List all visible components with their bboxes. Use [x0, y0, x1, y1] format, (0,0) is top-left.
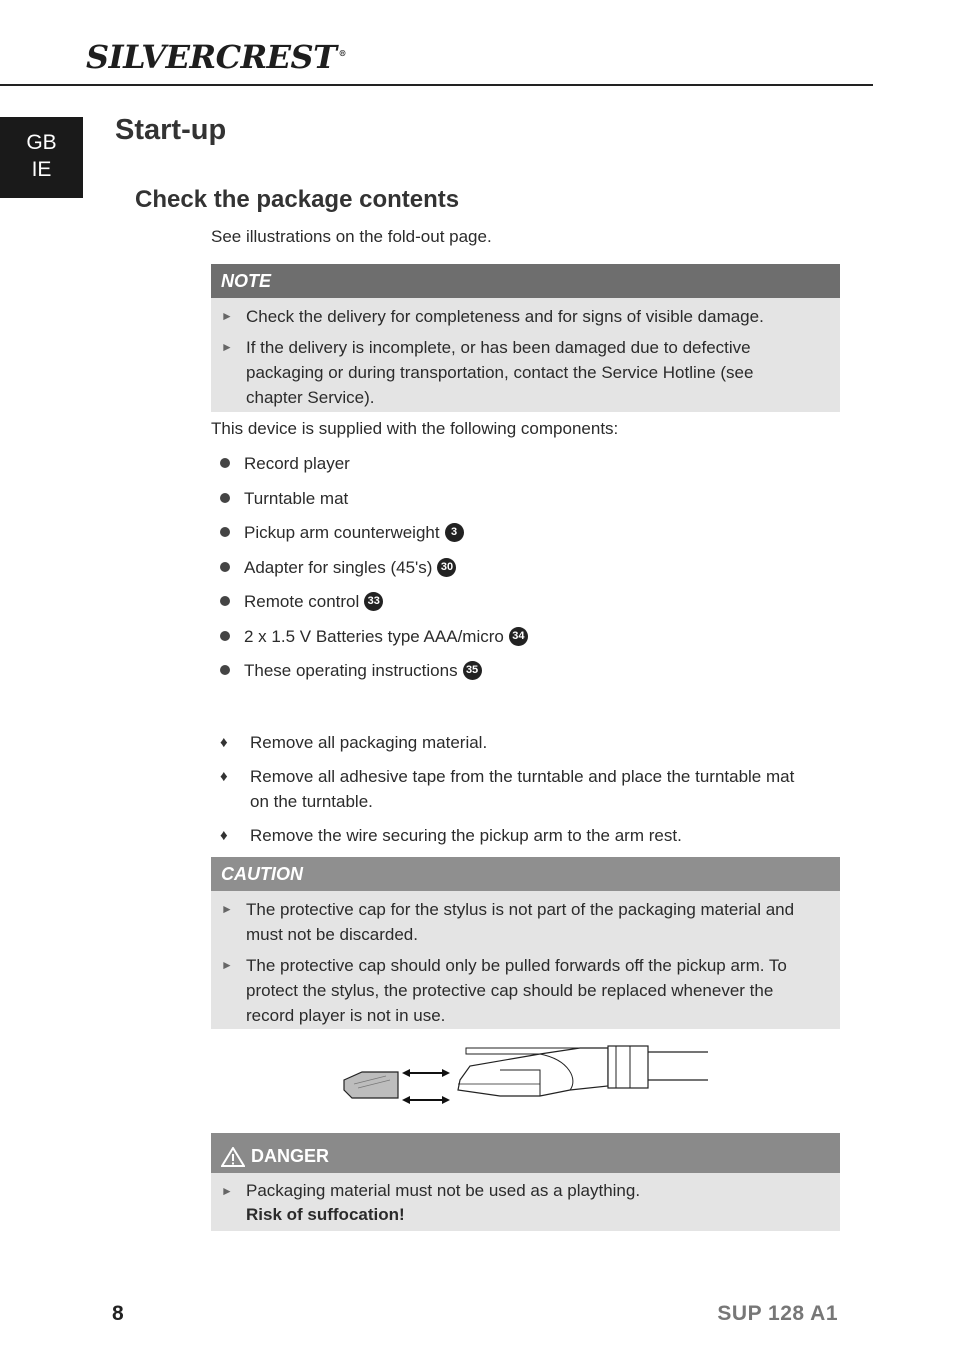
- danger-label: DANGER: [251, 1146, 330, 1166]
- list-item: These operating instructions 35: [220, 658, 528, 693]
- diamond-icon: ♦: [220, 827, 228, 844]
- language-tab: [0, 117, 83, 198]
- list-item: Adapter for singles (45's) 30: [220, 555, 528, 590]
- dot-icon: [220, 527, 230, 537]
- section-heading: Check the package contents: [135, 186, 460, 213]
- arrow-right-icon: ►: [221, 309, 233, 323]
- list-item: Turntable mat: [220, 486, 528, 521]
- dot-icon: [220, 596, 230, 606]
- list-item: Remote control 33: [220, 589, 528, 624]
- step-item: ♦ Remove the wire securing the pickup arm to the arm rest.: [220, 823, 820, 848]
- note-label: NOTE: [211, 264, 840, 298]
- reference-number: 34: [509, 627, 528, 646]
- caution-label: CAUTION: [211, 857, 840, 891]
- warning-triangle-icon: [221, 1147, 245, 1167]
- note-box: [211, 264, 840, 412]
- model-number: SUP 128 A1: [717, 1302, 838, 1325]
- danger-item: ► Packaging material must not be used as a plaything. Risk of suffocation!: [221, 1181, 641, 1224]
- caution-box: [211, 857, 840, 1029]
- reference-number: 30: [437, 558, 456, 577]
- section-intro: See illustrations on the fold-out page.: [211, 227, 492, 246]
- list-item: 2 x 1.5 V Batteries type AAA/micro 34: [220, 624, 528, 659]
- dot-icon: [220, 458, 230, 468]
- list-item: Pickup arm counterweight 3: [220, 520, 528, 555]
- danger-bold: Risk of suffocation!: [246, 1205, 405, 1224]
- step-item: ♦ Remove all adhesive tape from the turntable and place the turntable mat on the turntable.: [220, 764, 815, 814]
- caution-item: ► The protective cap for the stylus is not part of the packaging material and must not be discarded.: [221, 897, 826, 947]
- lang-ie: IE: [31, 158, 52, 181]
- arrow-right-icon: ►: [221, 1184, 233, 1198]
- dot-icon: [220, 493, 230, 503]
- caution-item: ► The protective cap should only be pulled forwards off the pickup arm. To protect the stylus, the protective cap should be replaced whenever the record player is not in use.: [221, 953, 826, 1028]
- reference-number: 33: [364, 592, 383, 611]
- lang-gb: GB: [26, 131, 57, 154]
- danger-header: [211, 1133, 840, 1173]
- arrow-right-icon: ►: [221, 902, 233, 916]
- brand-logo: SILVERCREST ®: [86, 38, 346, 76]
- dot-icon: [220, 665, 230, 675]
- step-item: ♦ Remove all packaging material.: [220, 730, 820, 755]
- steps-list: [220, 730, 820, 857]
- dot-icon: [220, 631, 230, 641]
- arrow-right-icon: ►: [221, 340, 233, 354]
- dot-icon: [220, 562, 230, 572]
- reference-number: 3: [445, 523, 464, 542]
- stylus-cap-illustration: [340, 1040, 712, 1110]
- diamond-icon: ♦: [220, 768, 228, 785]
- list-item: Record player: [220, 451, 528, 486]
- arrow-right-icon: ►: [221, 958, 233, 972]
- components-intro: This device is supplied with the following components:: [211, 419, 619, 438]
- reference-number: 35: [463, 661, 482, 680]
- components-list: [220, 451, 528, 693]
- page-title: Start-up: [115, 114, 227, 146]
- note-item: ► Check the delivery for completeness and for signs of visible damage.: [221, 304, 826, 329]
- header-rule: [0, 84, 873, 86]
- page-number: 8: [112, 1302, 124, 1325]
- note-item: ► If the delivery is incomplete, or has been damaged due to defective packaging or during transportation, contact the Service Hotline (see chapter Service).: [221, 335, 786, 410]
- danger-box: [211, 1133, 840, 1231]
- diamond-icon: ♦: [220, 734, 228, 751]
